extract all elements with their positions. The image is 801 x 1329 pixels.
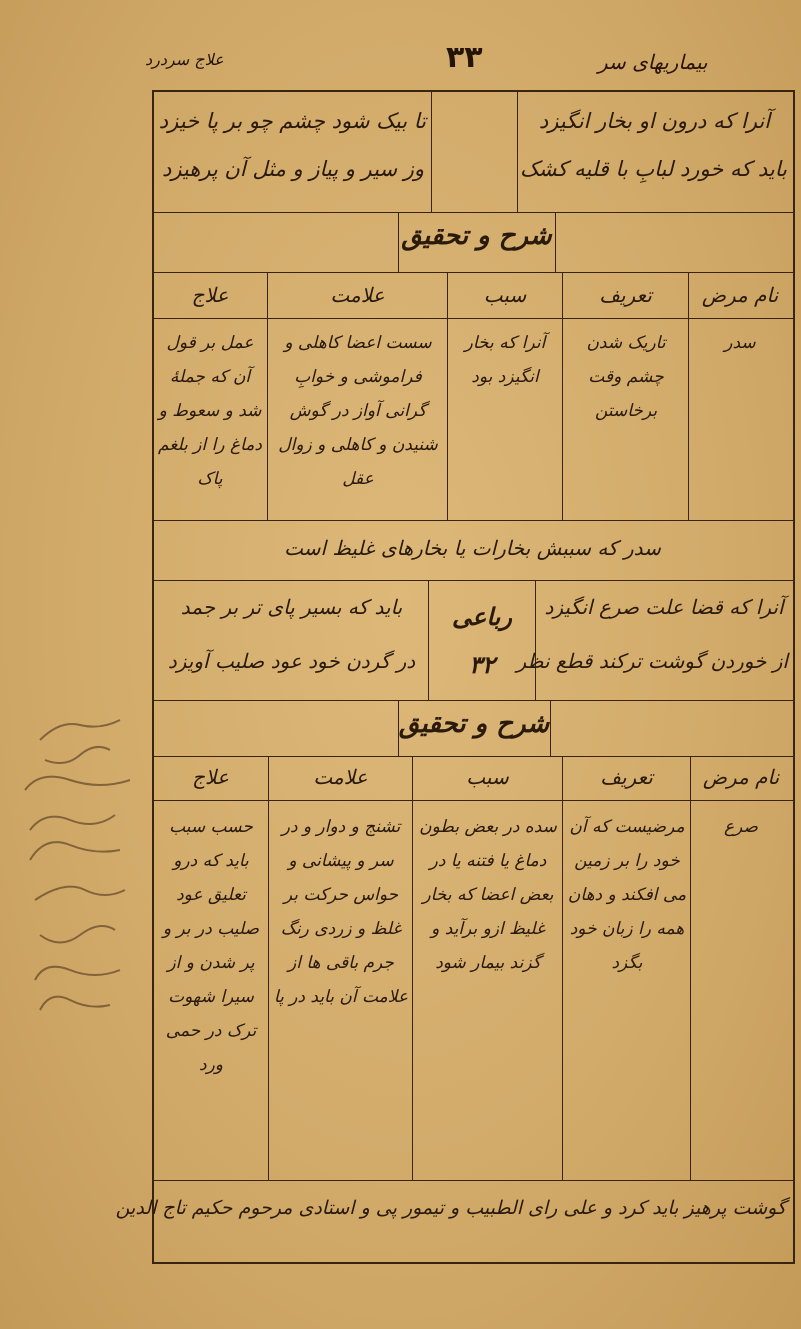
t2-header-bottom-line: [152, 800, 793, 801]
poem1-right-line1: آنرا که درون او بخار انگیزد: [538, 109, 771, 133]
page-number: ۳۳: [446, 40, 483, 75]
t2-col-div-2: [412, 756, 413, 1180]
poem2-right-line1: آنرا که قضا علت صرع انگیزد: [544, 595, 784, 619]
t1-header-sign: علامت: [330, 283, 385, 307]
section-title-2: شرح و تحقیق: [398, 709, 550, 739]
poem2-label: رباعی: [452, 603, 512, 631]
t1-header-disease: نام مرض: [701, 283, 779, 307]
poem2-divider-right: [535, 580, 536, 700]
poem1-divider-right: [517, 92, 518, 212]
t1-definition: تاریک شدن چشم وقت برخاستن: [586, 333, 666, 421]
t2-col-div-4: [690, 756, 691, 1180]
poem1-bottom-line: [152, 212, 793, 213]
page-header-right: بیماریهای سر: [598, 50, 708, 74]
poem1-divider-left: [431, 92, 432, 212]
t2-header-disease: نام مرض: [702, 765, 780, 789]
t1-treatment: عمل بر قول آن که جملهٔ شد و سعوط و دماغ را از بلغم پاک: [158, 333, 262, 489]
poem2-divider-left: [428, 580, 429, 700]
title2-bottom-line: [152, 756, 793, 757]
t1-header-bottom-line: [152, 318, 793, 319]
t1-cause: آنرا که بخار انگیزد بود: [464, 333, 546, 387]
t2-header-definition: تعریف: [600, 765, 653, 789]
t2-col-div-1: [268, 756, 269, 1180]
poem2-number: ۳۲: [469, 651, 495, 679]
page-header-left: علاج سردرد: [145, 50, 224, 69]
t1-sign: سست اعضا کاهلی و فراموشی و خوابِ گرانی آواز در گوش شنیدن و کاهلی و زوال عقل: [278, 333, 438, 489]
poem2-left-line2: در گردن خود عود صلیب آویزد: [167, 649, 416, 673]
t2-disease: صرع: [724, 817, 758, 837]
footnote-1: سدر که سببش بخارات یا بخارهای غلیظ است: [284, 536, 661, 560]
poem2-left-line1: باید که بسیر پای تر بر جمد: [180, 595, 403, 619]
title1-box-right: [555, 212, 556, 272]
t2-sign: تشنج و دوار و در سر و پیشانی و حواس حرکت بر غلظ و زردی رنگ جرم باقی ها از علامت آن باید در پا: [273, 817, 409, 1007]
poem1-left-line2: وز سیر و پیاز و مثل آن پرهیزد: [161, 157, 425, 181]
title2-box-right: [550, 700, 551, 756]
poem2-right-line2: از خوردن گوشت ترکند قطع نظر: [516, 649, 788, 673]
footer-line: گوشت پرهیز باید کرد و علی رای الطبیب و تیمور پی و استادی مرحوم حکیم تاج الدین: [115, 1197, 786, 1219]
t1-header-definition: تعریف: [599, 283, 652, 307]
t2-bottom-line: [152, 1180, 793, 1181]
title1-bottom-line: [152, 272, 793, 273]
poem1-left-line1: تا بیک شود چشم چو بر پا خیزد: [158, 109, 426, 133]
t1-bottom-line: [152, 520, 793, 521]
t2-col-div-3: [562, 756, 563, 1180]
t1-col-div-4: [688, 272, 689, 520]
footnote1-bottom-line: [152, 580, 793, 581]
t1-col-div-3: [562, 272, 563, 520]
t1-disease: سدر: [724, 333, 756, 353]
t1-col-div-1: [267, 272, 268, 520]
t2-header-sign: علامت: [313, 765, 368, 789]
t1-col-div-2: [447, 272, 448, 520]
t2-cause: سده در بعض بطون دماغ یا فتنه یا در بعض اعضا که بخار غلیظ ازو برآید و گزند بیمار شود: [419, 817, 557, 973]
t1-header-cause: سبب: [483, 283, 527, 307]
t1-header-treatment: علاج: [191, 283, 229, 307]
t2-header-cause: سبب: [466, 765, 509, 789]
t2-definition: مرضیست که آن خود را بر زمین می افکند و دهان همه را زبان خود بگزد: [567, 817, 687, 973]
margin-annotation: [20, 700, 140, 1030]
poem2-bottom-line: [152, 700, 793, 701]
t2-header-treatment: علاج: [192, 765, 229, 789]
section-title-1: شرح و تحقیق: [401, 221, 552, 251]
t2-treatment: حسب سبب باید که درو تعلیق عود صلیب در بر و پر شدن و از سیرا شهوت ترک در حمی ورد: [162, 817, 260, 1075]
poem1-right-line2: باید که خورد لبابِ با قلیه کشک: [519, 157, 787, 181]
